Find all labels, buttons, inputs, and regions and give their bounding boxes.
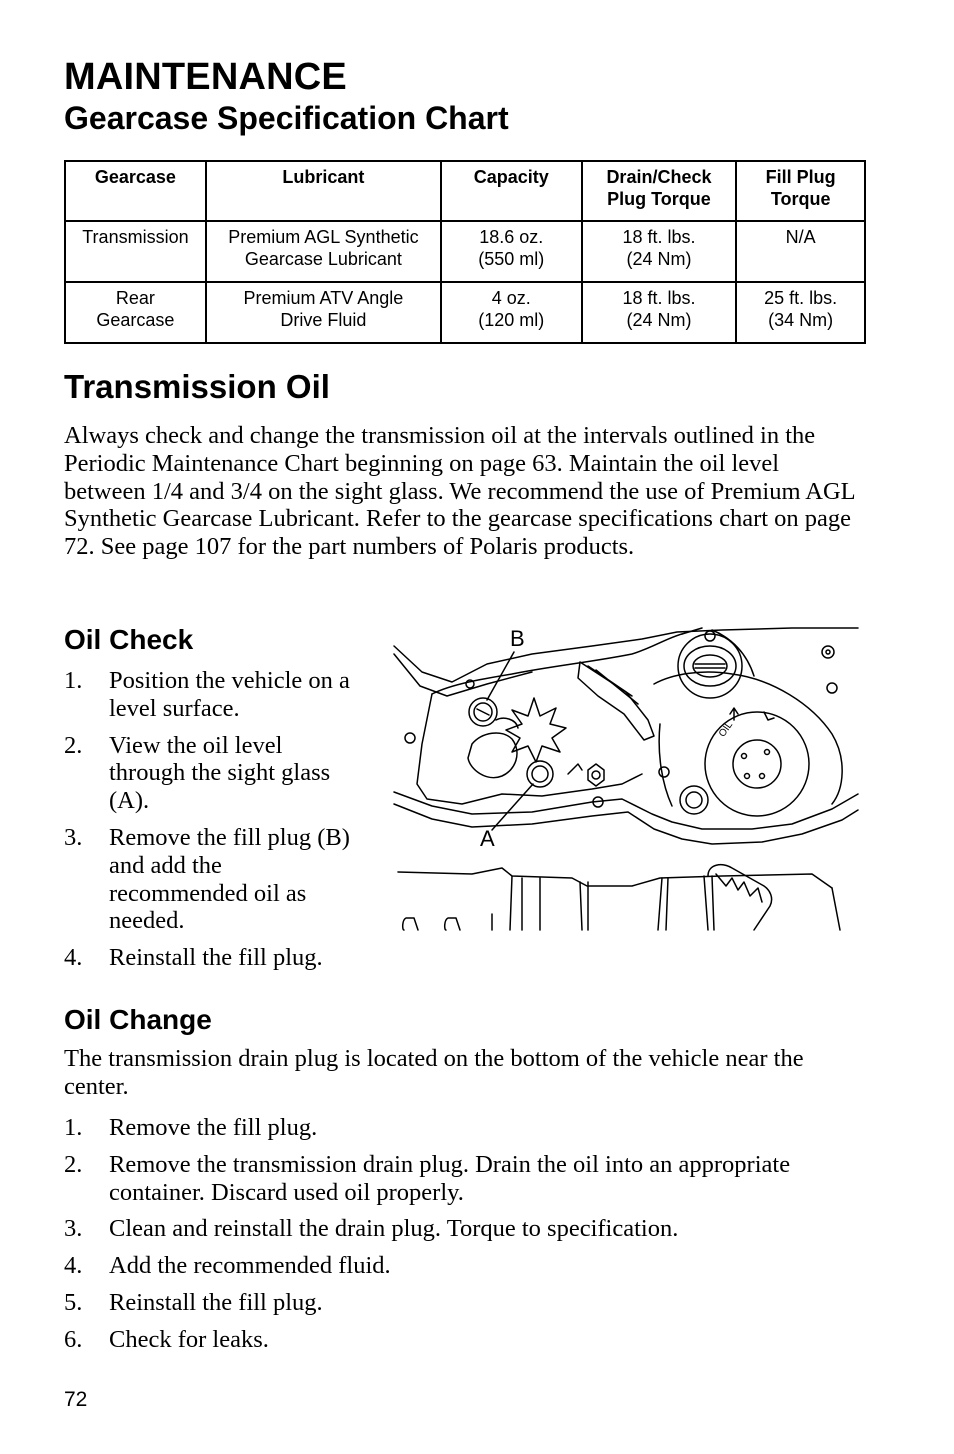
gearcase-spec-table	[64, 160, 866, 344]
column-header-drain-check-torque: Drain/Check Plug Torque	[582, 161, 737, 221]
step-text: Remove the transmission drain plug. Drain the oil into an appropriate container. Discard used oil properly.	[109, 1150, 791, 1206]
list-item	[64, 1252, 864, 1280]
step-number: 2.	[64, 1150, 83, 1178]
callout-label-a: A	[480, 826, 495, 851]
list-item	[64, 824, 364, 935]
step-number: 2.	[64, 731, 83, 759]
callout-label-b: B	[510, 626, 525, 651]
list-item	[64, 1151, 864, 1207]
column-header-capacity: Capacity	[441, 161, 582, 221]
table-cell: Premium AGL Synthetic Gearcase Lubricant	[206, 221, 441, 282]
step-text: Check for leaks.	[109, 1325, 269, 1353]
table-cell: 18 ft. lbs. (24 Nm)	[582, 282, 737, 343]
column-header-gearcase: Gearcase	[65, 161, 206, 221]
oil-mark-label: OIL	[716, 719, 736, 740]
list-item	[64, 944, 364, 972]
step-text: Remove the fill plug.	[109, 1114, 318, 1141]
list-item	[64, 732, 364, 815]
list-item	[64, 667, 364, 723]
table-cell: Transmission	[65, 221, 206, 282]
step-text: Remove the fill plug (B) and add the recommended oil as needed.	[109, 823, 350, 935]
transmission-line-drawing	[392, 624, 862, 934]
table-cell: Premium ATV Angle Drive Fluid	[206, 282, 441, 343]
step-number: 1.	[64, 1114, 83, 1141]
list-item	[64, 1289, 864, 1317]
subsection-heading-oil-change: Oil Change	[64, 1004, 212, 1035]
step-text: Clean and reinstall the drain plug. Torque to specification.	[109, 1215, 679, 1243]
column-header-fill-plug-torque: Fill Plug Torque	[736, 161, 865, 221]
oil-change-intro-paragraph: The transmission drain plug is located on the bottom of the vehicle near the center.	[64, 1045, 804, 1100]
step-number: 4.	[64, 1252, 83, 1280]
step-number: 1.	[64, 667, 83, 694]
step-number: 3.	[64, 1215, 83, 1243]
oil-change-steps	[64, 1114, 864, 1363]
table-cell: N/A	[736, 221, 865, 282]
table-row	[65, 282, 865, 343]
table-header-row	[65, 161, 865, 221]
column-header-lubricant: Lubricant	[206, 161, 441, 221]
list-item	[64, 1215, 864, 1243]
step-number: 5.	[64, 1288, 83, 1316]
table-cell: Rear Gearcase	[65, 282, 206, 343]
list-item	[64, 1114, 864, 1142]
step-text: Add the recommended fluid.	[109, 1252, 391, 1280]
table-cell: 25 ft. lbs. (34 Nm)	[736, 282, 865, 343]
step-text: Reinstall the fill plug.	[109, 1288, 323, 1316]
table-row	[65, 221, 865, 282]
section-heading-transmission-oil: Transmission Oil	[64, 368, 330, 405]
page-title: MAINTENANCE	[64, 56, 347, 98]
oil-check-steps	[64, 667, 364, 981]
table-cell: 18 ft. lbs. (24 Nm)	[582, 221, 737, 282]
step-number: 4.	[64, 944, 83, 972]
step-text: Position the vehicle on a level surface.	[109, 667, 350, 722]
table-cell: 4 oz. (120 ml)	[441, 282, 582, 343]
transmission-oil-paragraph: Always check and change the transmission oil at the intervals outlined in the Periodic Maintenance Chart beginning on page 63. Maintain the oil level between 1/4 and 3/4 on the sight glass. We recommend the use of Premium AGL Synthetic Gearcase Lubricant. Refer to the gearcase specifications chart on page 72. See page 107 for the part numbers of Polaris products.	[64, 422, 855, 561]
subsection-heading-oil-check: Oil Check	[64, 624, 194, 655]
step-number: 3.	[64, 823, 83, 851]
section-title-gearcase-chart: Gearcase Specification Chart	[64, 100, 509, 136]
table-cell: 18.6 oz. (550 ml)	[441, 221, 582, 282]
step-number: 6.	[64, 1325, 83, 1353]
transmission-diagram-figure	[392, 624, 862, 934]
step-text: Reinstall the fill plug.	[109, 944, 323, 972]
page-number: 72	[64, 1388, 88, 1411]
list-item	[64, 1326, 864, 1354]
step-text: View the oil level through the sight glass (A).	[109, 731, 331, 815]
